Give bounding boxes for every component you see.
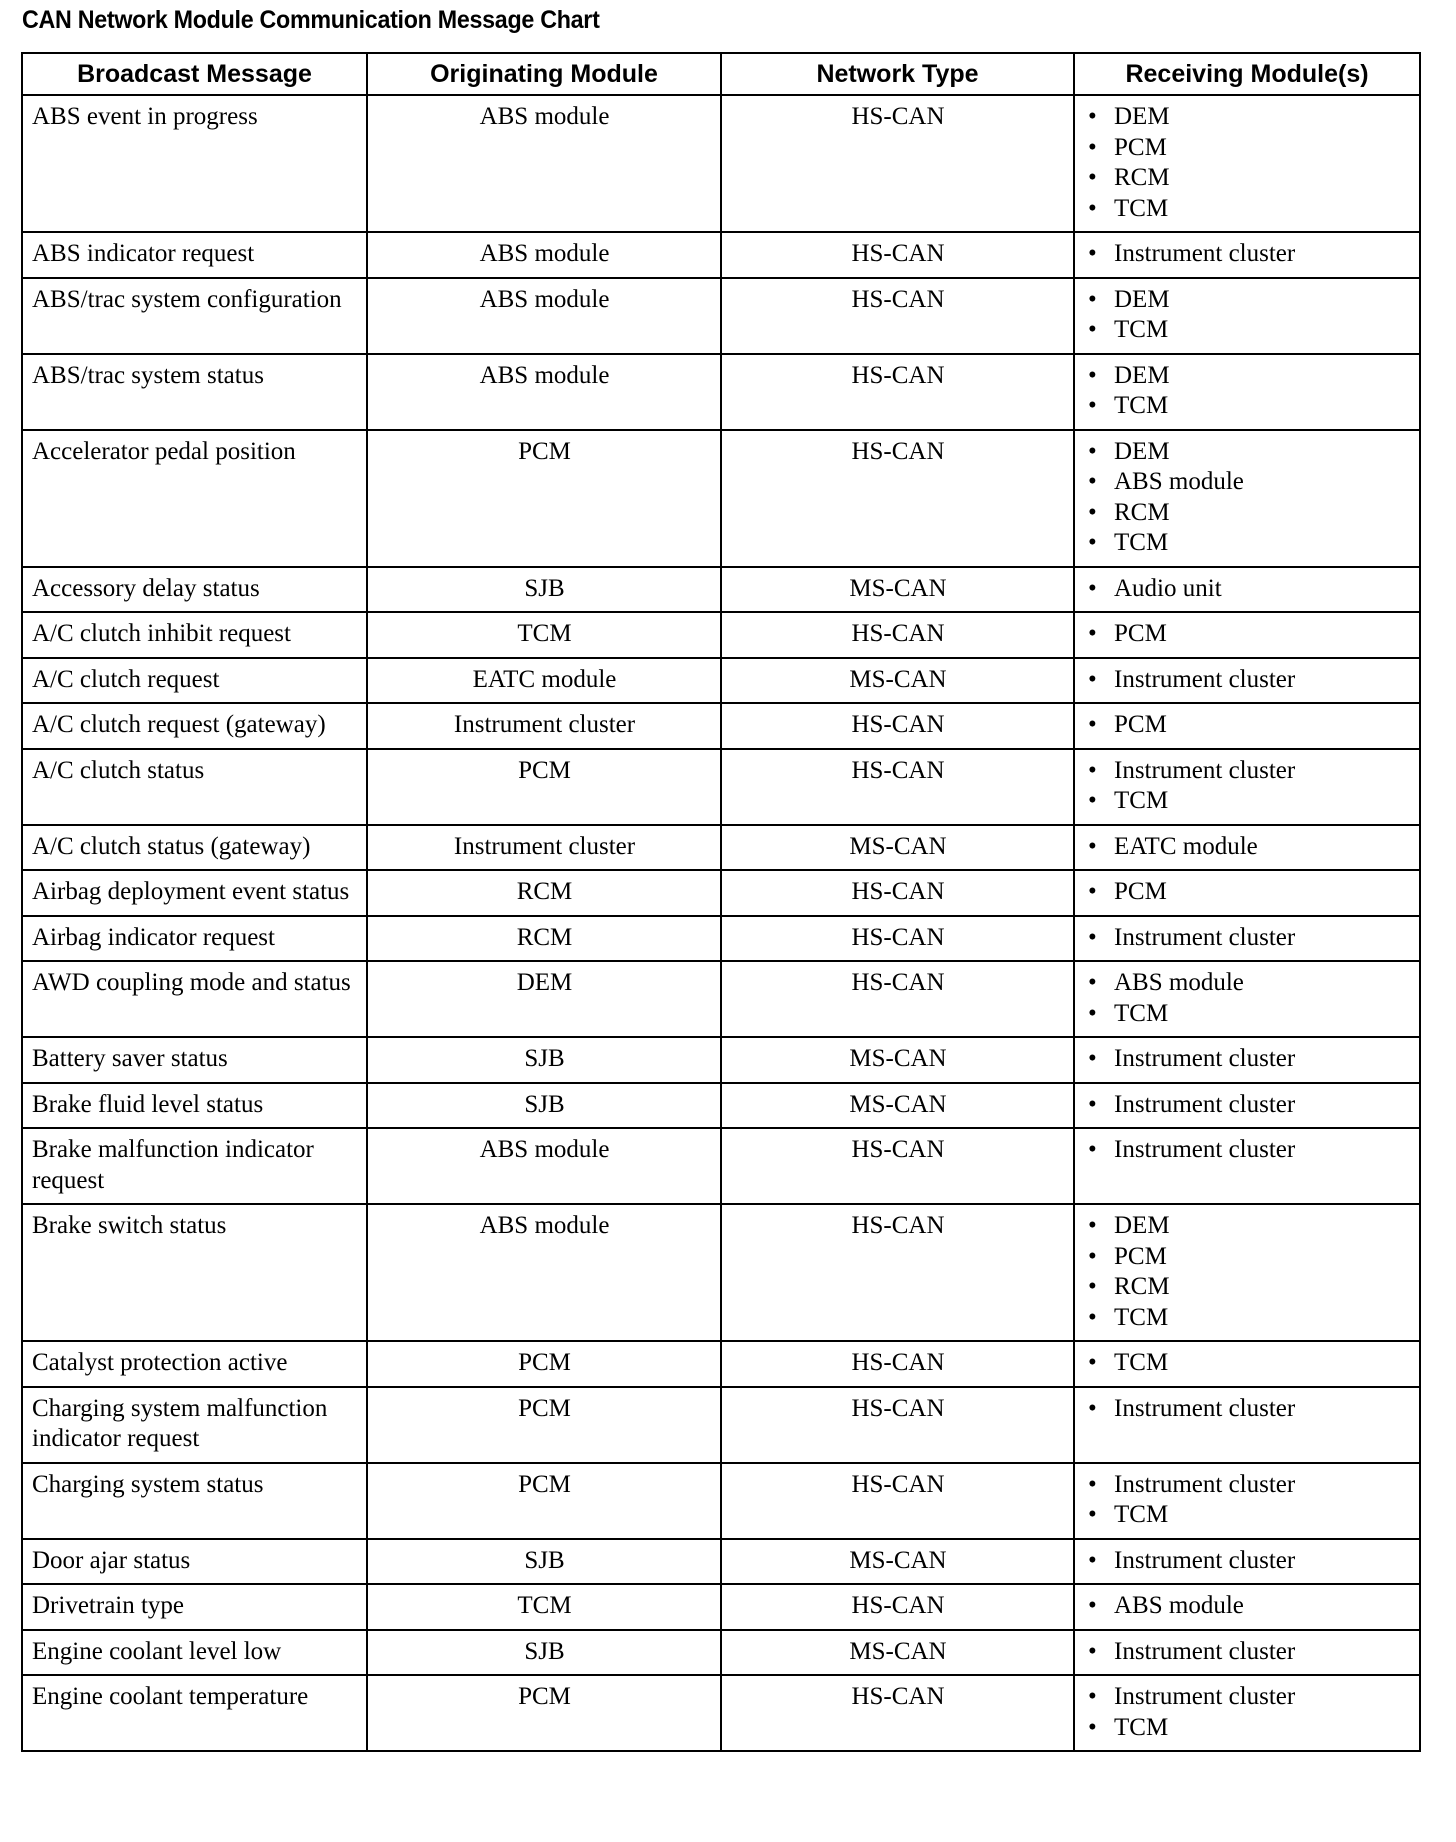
header-broadcast-message: Broadcast Message: [22, 53, 367, 95]
table-row: [22, 1463, 1420, 1539]
receiver-name: PCM: [1114, 878, 1167, 905]
originating-module-cell: SJB: [367, 567, 721, 613]
receiving-modules-cell: [1074, 916, 1420, 962]
broadcast-message-cell: ABS/trac system configuration: [22, 278, 367, 354]
bullet-icon: •: [1088, 969, 1097, 996]
network-type-cell: HS-CAN: [721, 1584, 1074, 1630]
receiver-name: DEM: [1114, 285, 1170, 313]
list-item: [1084, 1682, 1411, 1713]
receiver-list: [1084, 710, 1411, 741]
list-item: [1084, 1242, 1411, 1273]
table-row: [22, 1204, 1420, 1341]
bullet-icon: •: [1088, 529, 1097, 556]
receiver-list: [1084, 665, 1411, 696]
table-row: [22, 749, 1420, 825]
network-type-cell: HS-CAN: [721, 703, 1074, 749]
broadcast-message-cell: Door ajar status: [22, 1539, 367, 1585]
list-item: [1084, 1303, 1411, 1334]
receiving-modules-cell: [1074, 961, 1420, 1037]
receiver-name: Instrument cluster: [1114, 1394, 1296, 1422]
bullet-icon: •: [1088, 756, 1097, 784]
receiving-modules-cell: [1074, 567, 1420, 613]
list-item: [1084, 619, 1411, 650]
table-row: [22, 1630, 1420, 1676]
list-item: [1084, 498, 1411, 529]
receiver-name: Instrument cluster: [1114, 1546, 1296, 1574]
network-type-cell: HS-CAN: [721, 354, 1074, 430]
receiver-name: TCM: [1114, 999, 1169, 1027]
list-item: [1084, 361, 1411, 392]
network-type-cell: HS-CAN: [721, 430, 1074, 567]
network-type-cell: MS-CAN: [721, 658, 1074, 704]
table-row: [22, 825, 1420, 871]
receiver-list: [1084, 1394, 1411, 1425]
bullet-icon: •: [1088, 574, 1097, 602]
list-item: [1084, 877, 1411, 908]
network-type-cell: HS-CAN: [721, 749, 1074, 825]
receiver-list: [1084, 832, 1411, 863]
receiver-name: DEM: [1114, 103, 1170, 130]
receiver-list: [1084, 619, 1411, 650]
receiving-modules-cell: [1074, 1675, 1420, 1751]
originating-module-cell: ABS module: [367, 278, 721, 354]
list-item: [1084, 923, 1411, 954]
receiver-name: ABS module: [1114, 468, 1244, 495]
originating-module-cell: RCM: [367, 916, 721, 962]
broadcast-message-cell: Accessory delay status: [22, 567, 367, 613]
receiver-name: RCM: [1114, 1273, 1170, 1300]
receiver-name: TCM: [1114, 1303, 1169, 1331]
broadcast-message-cell: Battery saver status: [22, 1037, 367, 1083]
list-item: [1084, 1470, 1411, 1501]
table-row: [22, 612, 1420, 658]
list-item: [1084, 315, 1411, 346]
originating-module-cell: ABS module: [367, 95, 721, 232]
receiver-name: DEM: [1114, 437, 1170, 465]
network-type-cell: MS-CAN: [721, 1539, 1074, 1585]
list-item: [1084, 133, 1411, 164]
bullet-icon: •: [1088, 468, 1097, 495]
receiver-name: Instrument cluster: [1114, 1637, 1296, 1665]
receiver-name: TCM: [1114, 1501, 1169, 1528]
bullet-icon: •: [1088, 1470, 1097, 1498]
message-chart-table: [21, 52, 1421, 1752]
receiver-list: [1084, 1546, 1411, 1577]
bullet-icon: •: [1088, 999, 1097, 1027]
broadcast-message-cell: ABS event in progress: [22, 95, 367, 232]
receiving-modules-cell: [1074, 825, 1420, 871]
receiver-name: PCM: [1114, 1242, 1167, 1270]
receiving-modules-cell: [1074, 232, 1420, 278]
bullet-icon: •: [1088, 1349, 1097, 1376]
bullet-icon: •: [1088, 103, 1097, 130]
broadcast-message-cell: Accelerator pedal position: [22, 430, 367, 567]
table-row: [22, 1387, 1420, 1463]
network-type-cell: HS-CAN: [721, 916, 1074, 962]
receiver-list: [1084, 361, 1411, 422]
receiver-name: TCM: [1114, 1349, 1169, 1376]
broadcast-message-cell: A/C clutch request (gateway): [22, 703, 367, 749]
originating-module-cell: PCM: [367, 1463, 721, 1539]
receiver-list: [1084, 756, 1411, 817]
originating-module-cell: ABS module: [367, 1128, 721, 1204]
broadcast-message-cell: Airbag indicator request: [22, 916, 367, 962]
bullet-icon: •: [1088, 1592, 1097, 1619]
receiving-modules-cell: [1074, 658, 1420, 704]
list-item: [1084, 1272, 1411, 1303]
list-item: [1084, 194, 1411, 225]
receiver-name: Instrument cluster: [1114, 1090, 1296, 1118]
broadcast-message-cell: Airbag deployment event status: [22, 870, 367, 916]
receiver-list: [1084, 1348, 1411, 1379]
broadcast-message-cell: A/C clutch status (gateway): [22, 825, 367, 871]
originating-module-cell: ABS module: [367, 354, 721, 430]
originating-module-cell: TCM: [367, 612, 721, 658]
list-item: [1084, 1637, 1411, 1668]
originating-module-cell: TCM: [367, 1584, 721, 1630]
receiver-list: [1084, 923, 1411, 954]
bullet-icon: •: [1088, 1394, 1097, 1422]
header-network-type: Network Type: [721, 53, 1074, 95]
list-item: [1084, 1090, 1411, 1121]
table-row: [22, 567, 1420, 613]
receiving-modules-cell: [1074, 1037, 1420, 1083]
originating-module-cell: ABS module: [367, 232, 721, 278]
list-item: [1084, 437, 1411, 468]
network-type-cell: MS-CAN: [721, 567, 1074, 613]
table-row: [22, 870, 1420, 916]
broadcast-message-cell: A/C clutch request: [22, 658, 367, 704]
network-type-cell: HS-CAN: [721, 1204, 1074, 1341]
bullet-icon: •: [1088, 1242, 1097, 1270]
broadcast-message-cell: Brake fluid level status: [22, 1083, 367, 1129]
originating-module-cell: SJB: [367, 1083, 721, 1129]
receiver-name: Instrument cluster: [1114, 1045, 1296, 1072]
receiver-list: [1084, 1682, 1411, 1743]
table-row: [22, 916, 1420, 962]
list-item: [1084, 239, 1411, 270]
list-item: [1084, 1348, 1411, 1379]
list-item: [1084, 285, 1411, 316]
bullet-icon: •: [1088, 1683, 1097, 1710]
list-item: [1084, 832, 1411, 863]
table-row: [22, 658, 1420, 704]
list-item: [1084, 710, 1411, 741]
receiver-name: Instrument cluster: [1114, 240, 1296, 267]
broadcast-message-cell: Catalyst protection active: [22, 1341, 367, 1387]
receiver-name: TCM: [1114, 392, 1169, 419]
list-item: [1084, 467, 1411, 498]
network-type-cell: MS-CAN: [721, 825, 1074, 871]
network-type-cell: HS-CAN: [721, 870, 1074, 916]
bullet-icon: •: [1088, 1546, 1097, 1574]
receiving-modules-cell: [1074, 612, 1420, 658]
originating-module-cell: Instrument cluster: [367, 825, 721, 871]
list-item: [1084, 1500, 1411, 1531]
receiver-name: DEM: [1114, 361, 1170, 389]
page-title: CAN Network Module Communication Message Chart: [22, 6, 600, 34]
broadcast-message-cell: A/C clutch status: [22, 749, 367, 825]
receiver-list: [1084, 1470, 1411, 1531]
originating-module-cell: RCM: [367, 870, 721, 916]
receiver-list: [1084, 1211, 1411, 1333]
bullet-icon: •: [1088, 133, 1097, 161]
bullet-icon: •: [1088, 832, 1097, 860]
table-row: [22, 1128, 1420, 1204]
table-row: [22, 1037, 1420, 1083]
receiver-name: Audio unit: [1114, 574, 1222, 602]
list-item: [1084, 163, 1411, 194]
list-item: [1084, 1394, 1411, 1425]
originating-module-cell: PCM: [367, 749, 721, 825]
network-type-cell: MS-CAN: [721, 1037, 1074, 1083]
broadcast-message-cell: Charging system status: [22, 1463, 367, 1539]
broadcast-message-cell: AWD coupling mode and status: [22, 961, 367, 1037]
receiver-name: PCM: [1114, 620, 1167, 647]
receiver-list: [1084, 968, 1411, 1029]
receiver-name: TCM: [1114, 529, 1169, 556]
receiver-name: Instrument cluster: [1114, 756, 1296, 784]
bullet-icon: •: [1088, 1045, 1097, 1072]
receiving-modules-cell: [1074, 703, 1420, 749]
bullet-icon: •: [1088, 361, 1097, 389]
table-row: [22, 1539, 1420, 1585]
receiving-modules-cell: [1074, 278, 1420, 354]
receiver-name: Instrument cluster: [1114, 665, 1296, 693]
bullet-icon: •: [1088, 194, 1097, 222]
table-row: [22, 1083, 1420, 1129]
receiving-modules-cell: [1074, 354, 1420, 430]
bullet-icon: •: [1088, 437, 1097, 465]
receiver-list: [1084, 1090, 1411, 1121]
receiver-name: TCM: [1114, 787, 1169, 814]
receiver-list: [1084, 1135, 1411, 1166]
receiving-modules-cell: [1074, 1341, 1420, 1387]
receiver-name: TCM: [1114, 316, 1169, 343]
table-row: [22, 354, 1420, 430]
header-receiving-modules: Receiving Module(s): [1074, 53, 1420, 95]
header-originating-module: Originating Module: [367, 53, 721, 95]
bullet-icon: •: [1088, 1303, 1097, 1331]
receiver-name: DEM: [1114, 1212, 1170, 1239]
originating-module-cell: PCM: [367, 1341, 721, 1387]
bullet-icon: •: [1088, 1212, 1097, 1239]
list-item: [1084, 1713, 1411, 1744]
bullet-icon: •: [1088, 285, 1097, 313]
receiver-list: [1084, 102, 1411, 224]
bullet-icon: •: [1088, 392, 1097, 419]
receiver-list: [1084, 285, 1411, 346]
network-type-cell: HS-CAN: [721, 278, 1074, 354]
table-row: [22, 278, 1420, 354]
receiver-list: [1084, 239, 1411, 270]
network-type-cell: HS-CAN: [721, 1387, 1074, 1463]
bullet-icon: •: [1088, 498, 1097, 526]
bullet-icon: •: [1088, 1273, 1097, 1300]
bullet-icon: •: [1088, 1090, 1097, 1118]
receiver-name: RCM: [1114, 498, 1170, 526]
receiving-modules-cell: [1074, 95, 1420, 232]
originating-module-cell: Instrument cluster: [367, 703, 721, 749]
receiving-modules-cell: [1074, 1083, 1420, 1129]
bullet-icon: •: [1088, 240, 1097, 267]
broadcast-message-cell: Brake malfunction indicator request: [22, 1128, 367, 1204]
broadcast-message-cell: Brake switch status: [22, 1204, 367, 1341]
receiving-modules-cell: [1074, 1463, 1420, 1539]
originating-module-cell: DEM: [367, 961, 721, 1037]
list-item: [1084, 528, 1411, 559]
broadcast-message-cell: A/C clutch inhibit request: [22, 612, 367, 658]
originating-module-cell: PCM: [367, 430, 721, 567]
bullet-icon: •: [1088, 878, 1097, 905]
table-row: [22, 430, 1420, 567]
list-item: [1084, 1546, 1411, 1577]
bullet-icon: •: [1088, 620, 1097, 647]
receiver-name: TCM: [1114, 1713, 1169, 1741]
receiver-name: ABS module: [1114, 969, 1244, 996]
broadcast-message-cell: ABS/trac system status: [22, 354, 367, 430]
list-item: [1084, 1044, 1411, 1075]
list-item: [1084, 1591, 1411, 1622]
table-row: [22, 1584, 1420, 1630]
network-type-cell: HS-CAN: [721, 1463, 1074, 1539]
bullet-icon: •: [1088, 1136, 1097, 1163]
network-type-cell: MS-CAN: [721, 1630, 1074, 1676]
receiver-name: RCM: [1114, 164, 1170, 191]
bullet-icon: •: [1088, 164, 1097, 191]
originating-module-cell: ABS module: [367, 1204, 721, 1341]
list-item: [1084, 1211, 1411, 1242]
receiver-list: [1084, 574, 1411, 605]
receiving-modules-cell: [1074, 1539, 1420, 1585]
list-item: [1084, 574, 1411, 605]
broadcast-message-cell: Engine coolant temperature: [22, 1675, 367, 1751]
network-type-cell: HS-CAN: [721, 95, 1074, 232]
receiver-name: TCM: [1114, 194, 1169, 222]
list-item: [1084, 756, 1411, 787]
bullet-icon: •: [1088, 1501, 1097, 1528]
bullet-icon: •: [1088, 665, 1097, 693]
receiving-modules-cell: [1074, 1584, 1420, 1630]
receiver-name: Instrument cluster: [1114, 923, 1296, 951]
originating-module-cell: SJB: [367, 1630, 721, 1676]
receiver-name: EATC module: [1114, 832, 1258, 860]
receiving-modules-cell: [1074, 1630, 1420, 1676]
network-type-cell: HS-CAN: [721, 1128, 1074, 1204]
receiver-list: [1084, 877, 1411, 908]
bullet-icon: •: [1088, 316, 1097, 343]
network-type-cell: HS-CAN: [721, 961, 1074, 1037]
receiver-name: Instrument cluster: [1114, 1470, 1296, 1498]
network-type-cell: HS-CAN: [721, 612, 1074, 658]
broadcast-message-cell: Charging system malfunction indicator request: [22, 1387, 367, 1463]
receiver-name: PCM: [1114, 133, 1167, 161]
network-type-cell: HS-CAN: [721, 1675, 1074, 1751]
table-row: [22, 961, 1420, 1037]
receiving-modules-cell: [1074, 1387, 1420, 1463]
header-row: [22, 53, 1420, 95]
receiver-list: [1084, 1637, 1411, 1668]
broadcast-message-cell: Engine coolant level low: [22, 1630, 367, 1676]
receiver-name: Instrument cluster: [1114, 1136, 1296, 1163]
receiving-modules-cell: [1074, 870, 1420, 916]
receiving-modules-cell: [1074, 1128, 1420, 1204]
receiver-name: PCM: [1114, 711, 1167, 738]
bullet-icon: •: [1088, 711, 1097, 738]
originating-module-cell: SJB: [367, 1539, 721, 1585]
originating-module-cell: EATC module: [367, 658, 721, 704]
receiving-modules-cell: [1074, 430, 1420, 567]
broadcast-message-cell: ABS indicator request: [22, 232, 367, 278]
list-item: [1084, 102, 1411, 133]
table-row: [22, 1675, 1420, 1751]
bullet-icon: •: [1088, 1713, 1097, 1741]
list-item: [1084, 999, 1411, 1030]
table-row: [22, 1341, 1420, 1387]
receiver-list: [1084, 1591, 1411, 1622]
originating-module-cell: PCM: [367, 1387, 721, 1463]
originating-module-cell: PCM: [367, 1675, 721, 1751]
bullet-icon: •: [1088, 923, 1097, 951]
receiver-name: Instrument cluster: [1114, 1683, 1296, 1710]
receiver-list: [1084, 1044, 1411, 1075]
list-item: [1084, 1135, 1411, 1166]
table-row: [22, 95, 1420, 232]
receiving-modules-cell: [1074, 749, 1420, 825]
list-item: [1084, 391, 1411, 422]
network-type-cell: MS-CAN: [721, 1083, 1074, 1129]
originating-module-cell: SJB: [367, 1037, 721, 1083]
receiver-list: [1084, 437, 1411, 559]
bullet-icon: •: [1088, 1637, 1097, 1665]
list-item: [1084, 665, 1411, 696]
list-item: [1084, 786, 1411, 817]
network-type-cell: HS-CAN: [721, 232, 1074, 278]
table-row: [22, 703, 1420, 749]
table-row: [22, 232, 1420, 278]
list-item: [1084, 968, 1411, 999]
network-type-cell: HS-CAN: [721, 1341, 1074, 1387]
bullet-icon: •: [1088, 787, 1097, 814]
broadcast-message-cell: Drivetrain type: [22, 1584, 367, 1630]
receiving-modules-cell: [1074, 1204, 1420, 1341]
receiver-name: ABS module: [1114, 1592, 1244, 1619]
